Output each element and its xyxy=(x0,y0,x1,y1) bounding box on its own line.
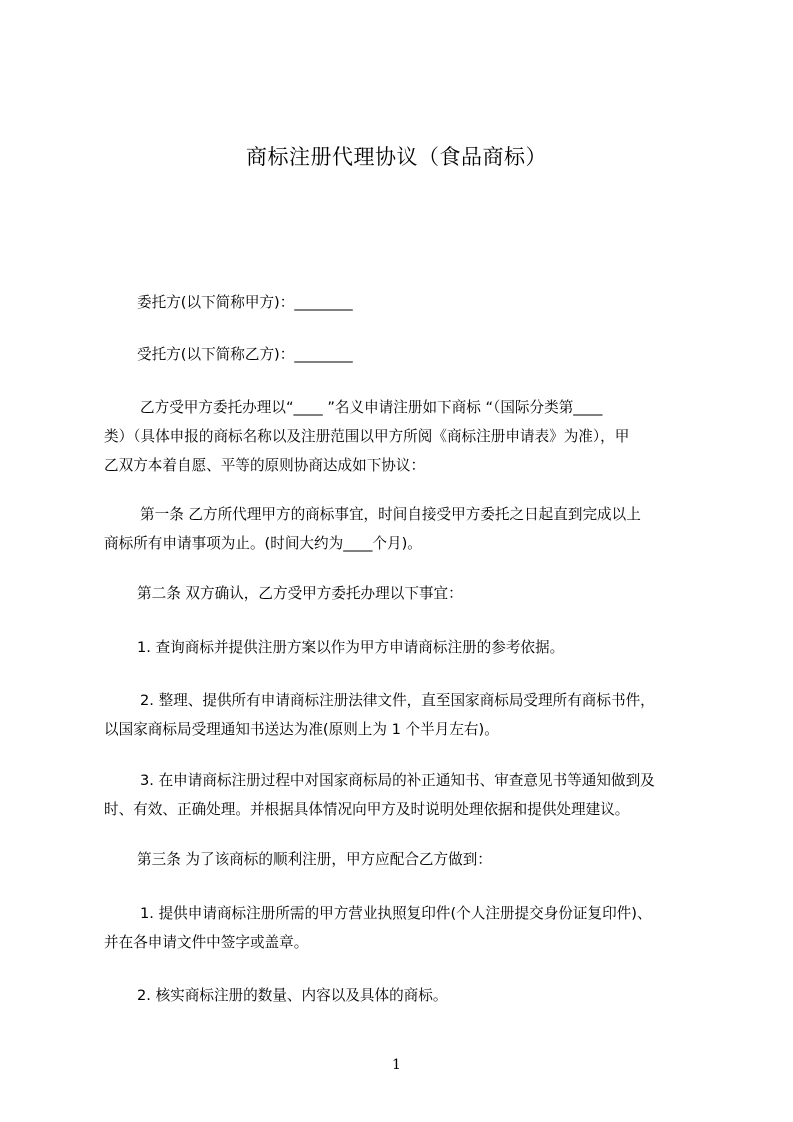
article-2-item-2 xyxy=(104,686,704,744)
article-3-item-1-line-1: 1. 提供申请商标注册所需的甲方营业执照复印件(个人注册提交身份证复印件)、 xyxy=(140,905,652,922)
intro-line-2: 类）（具体申报的商标名称以及注册范围以甲方所阅《商标注册申请表》为准），甲 xyxy=(104,428,630,445)
article-2-item-2-line-2: 以国家商标局受理通知书送达为准(原则上为 1 个半月左右)。 xyxy=(104,721,499,738)
article-2-item-3 xyxy=(104,766,704,824)
article-2-item-3-line-2: 时、有效、正确处理。并根据具体情况向甲方及时说明处理依据和提供处理建议。 xyxy=(104,801,630,818)
intro-paragraph xyxy=(104,393,704,480)
article-3-item-2: 2. 核实商标注册的数量、内容以及具体的商标。 xyxy=(137,987,448,1004)
article-2-item-1: 1. 查询商标并提供注册方案以作为甲方申请商标注册的参考依据。 xyxy=(137,639,565,656)
document-title: 商标注册代理协议（食品商标） xyxy=(246,145,547,169)
article-3-heading: 第三条 为了该商标的顺利注册，甲方应配合乙方做到： xyxy=(137,851,492,868)
article-1-line-2: 商标所有申请事项为止。(时间大约为____个月)。 xyxy=(104,535,422,552)
article-1-paragraph xyxy=(104,500,704,558)
article-2-heading: 第二条 双方确认，乙方受甲方委托办理以下事宜： xyxy=(137,585,463,602)
intro-line-3: 乙双方本着自愿、平等的原则协商达成如下协议： xyxy=(104,457,426,474)
article-2-item-3-line-1: 3. 在申请商标注册过程中对国家商标局的补正通知书、审查意见书等通知做到及 xyxy=(140,772,655,789)
article-3-item-1-line-2: 并在各申请文件中签字或盖章。 xyxy=(104,934,309,951)
article-3-item-1 xyxy=(104,899,704,957)
page-number: 1 xyxy=(392,1057,401,1073)
article-1-line-1: 第一条 乙方所代理甲方的商标事宜，时间自接受甲方委托之日起直到完成以上 xyxy=(140,506,641,523)
intro-line-1: 乙方受甲方委托办理以“____ ”名义申请注册如下商标 “（国际分类第____ xyxy=(140,399,603,416)
party-b-line: 受托方(以下简称乙方)：________ xyxy=(137,346,353,363)
party-a-line: 委托方(以下简称甲方)：________ xyxy=(137,294,353,311)
article-2-item-2-line-1: 2. 整理、提供所有申请商标注册法律文件，直至国家商标局受理所有商标书件， xyxy=(140,692,655,709)
